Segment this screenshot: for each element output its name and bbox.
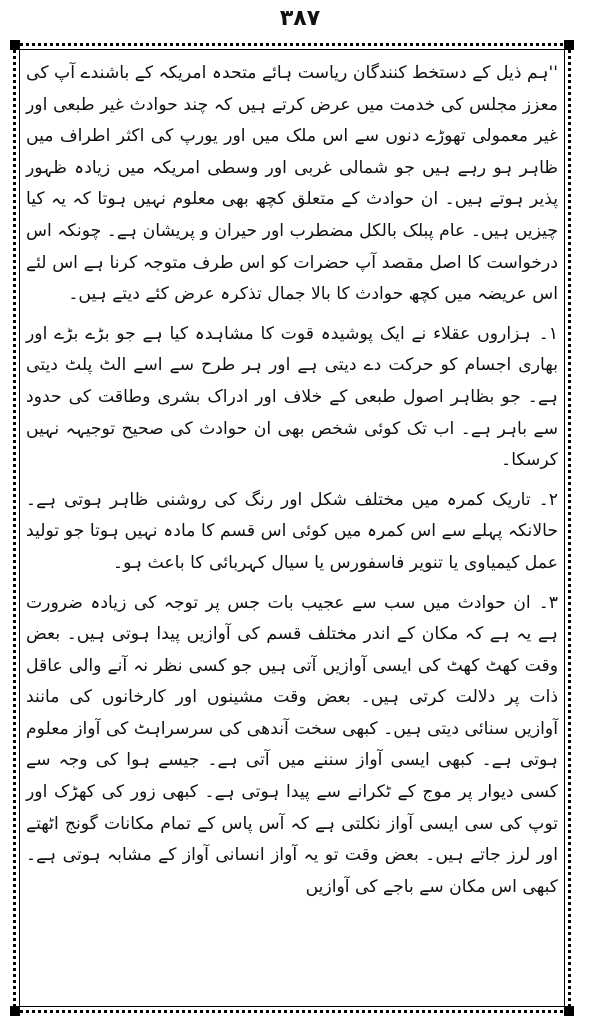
intro-paragraph bbox=[26, 58, 558, 311]
body-text bbox=[26, 58, 558, 1003]
numbered-paragraph bbox=[26, 485, 558, 580]
paragraph-text: تاریک کمرہ میں مختلف شکل اور رنگ کی روشنی ظاہر ہوتی ہے۔ حالانکہ پہلے سے اس کمرہ میں کوئی اس قسم کا مادہ نہیں ہوتا جو تولید عمل کیمیاوی یا تنویر فاسفورس یا سیال کہربائی کا باعث ہو۔ bbox=[26, 489, 558, 573]
paragraph-text: ''ہم ذیل کے دستخط کنندگان ریاست ہائے متحدہ امریکہ کے باشندے آپ کی معزز مجلس کی خدمت میں عرض کرتے ہیں کہ چند حوادث غیر طبعی اور غیر معمولی تھوڑے دنوں سے اس ملک میں اور یورپ کی اکثر اطراف میں ظاہر ہو رہے ہیں جو شمالی غربی اور وسطی امریکہ میں زیادہ ظہور پذیر ہوتے ہیں۔ ان حوادث کے متعلق کچھ بھی معلوم نہیں ہوتا کہ یہ کیا چیزیں ہیں۔ عام پبلک بالکل مضطرب اور حیران و پریشان ہے۔ چونکہ اس درخواست کا اصل مقصد آپ حضرات کو اس طرف متوجہ کرنا ہے اس لئے اس عریضہ میں کچھ حوادث کا بالا جمال تذکرہ عرض کئے دیتے ہیں۔ bbox=[26, 63, 558, 305]
corner-ornament bbox=[564, 40, 574, 50]
corner-ornament bbox=[10, 1006, 20, 1016]
corner-ornament bbox=[564, 1006, 574, 1016]
paragraph-text: ہزاروں عقلاء نے ایک پوشیدہ قوت کا مشاہدہ کیا ہے جو بڑے بڑے اور بھاری اجسام کو حرکت دے دیتی ہے اور ہر طرح سے اسے الٹ پلٹ دیتی ہے۔ جو بظاہر اصول طبعی کے خلاف اور ادراک بشری وطاقت کی حدود سے باہر ہے۔ اب تک کوئی شخص بھی ان حوادث کی صحیح توجیہہ نہیں کرسکا۔ bbox=[26, 323, 558, 471]
numbered-paragraph bbox=[26, 319, 558, 477]
item-number: ۱۔ bbox=[538, 323, 558, 344]
corner-ornament bbox=[10, 40, 20, 50]
item-number: ۲۔ bbox=[538, 489, 558, 510]
item-number: ۳۔ bbox=[538, 592, 558, 613]
paragraph-text: ان حوادث میں سب سے عجیب بات جس پر توجہ کی زیادہ ضرورت ہے یہ ہے کہ مکان کے اندر مختلف قسم کی آوازیں پیدا ہوتی ہیں۔ بعض وقت کھٹ کھٹ کی ایسی آوازیں آتی ہیں جو کسی نظر نہ آنے والی عاقل ذات پر دلالت کرتی ہیں۔ بعض وقت مشینوں اور کارخانوں کی مانند آوازیں سنائی دیتی ہیں۔ کبھی سخت آندھی کی سرسراہٹ کی آواز معلوم ہوتی ہے۔ کبھی ایسی آواز سننے میں آتی ہے۔ جیسے ہوا کی وجہ سے کسی دیوار پر موج کے ٹکرانے سے پیدا ہوتی ہے۔ کبھی زور کی کھڑک اور توپ کی سی ایسی آواز نکلتی ہے کہ آس پاس کے تمام مکانات گونج اٹھتے اور لرز جاتے ہیں۔ بعض وقت تو یہ آواز انسانی آواز کے مشابہ ہوتی ہے۔ کبھی اس مکان سے باجے کی آوازیں bbox=[26, 592, 558, 897]
numbered-paragraph bbox=[26, 588, 558, 904]
page-number: ۳۸۷ bbox=[279, 6, 321, 31]
